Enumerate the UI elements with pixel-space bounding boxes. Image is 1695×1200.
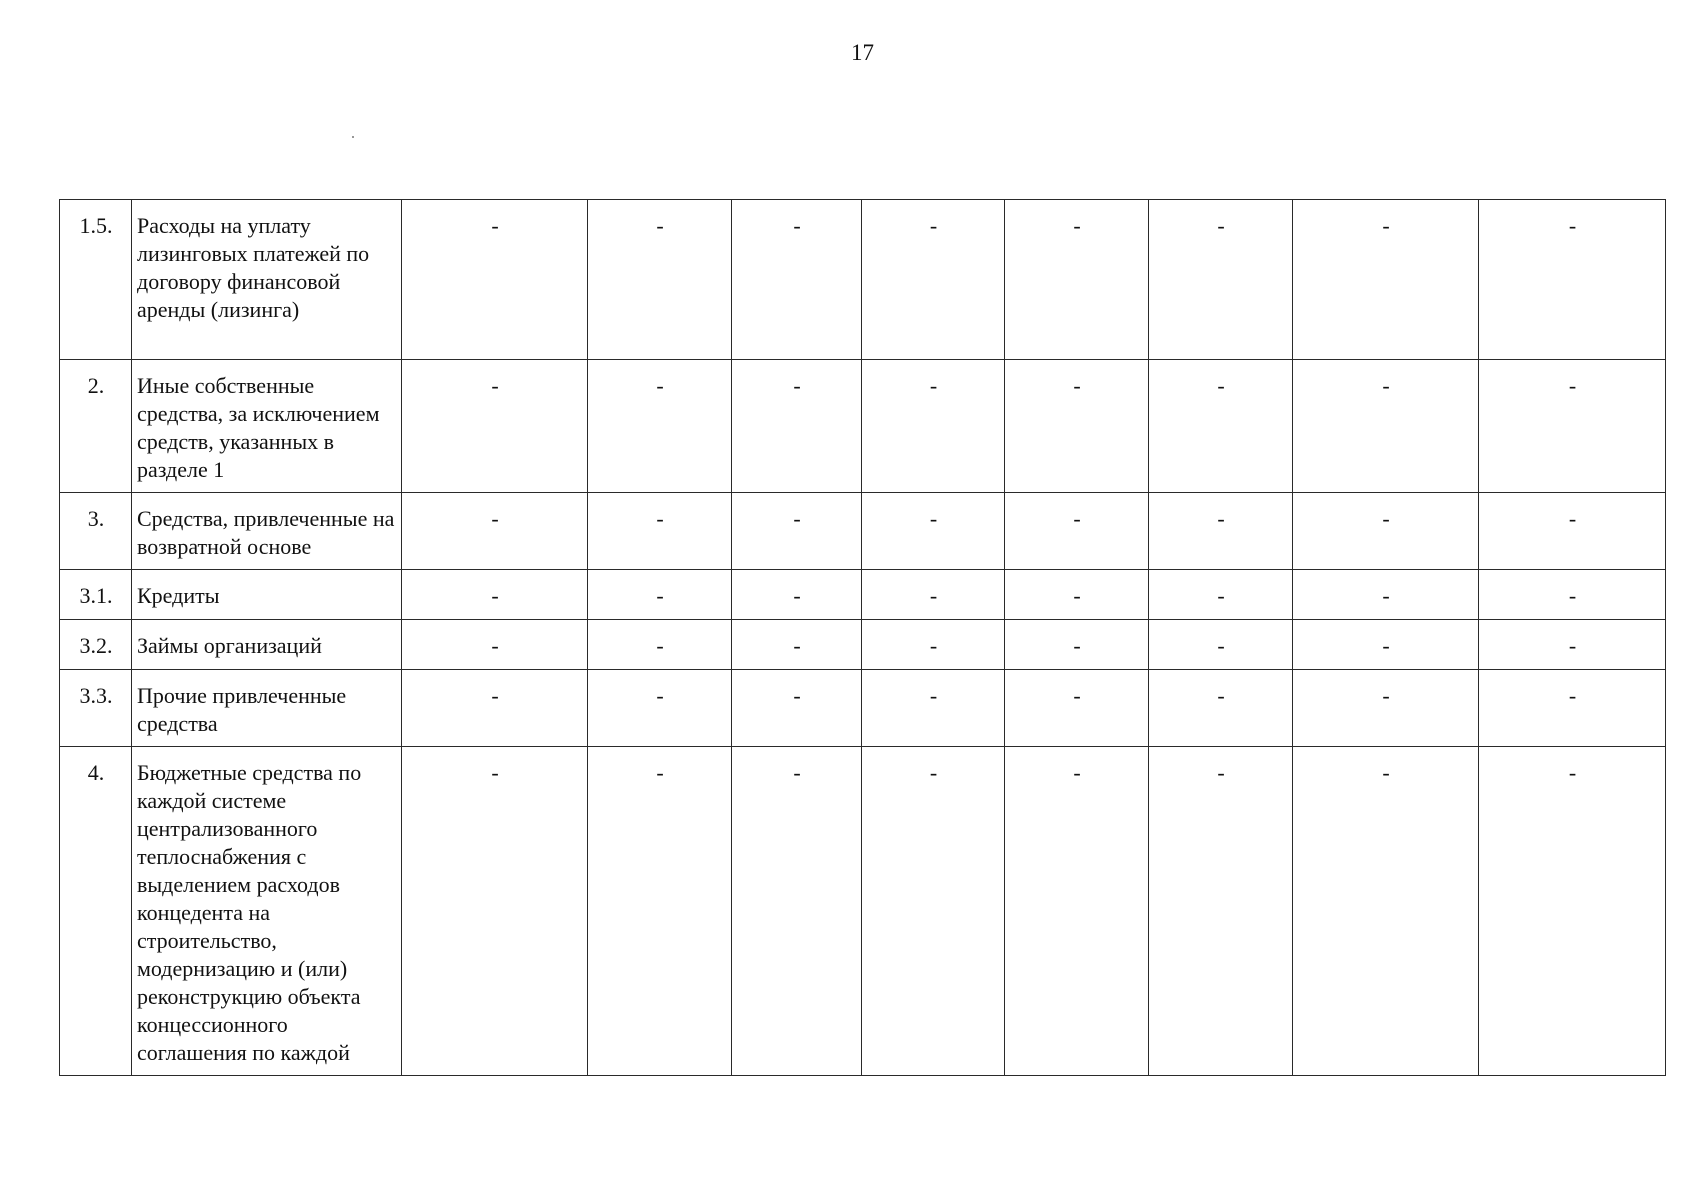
value-cell: - [862, 620, 1005, 670]
value-cell: - [1005, 570, 1149, 620]
value-cell: - [1293, 670, 1479, 747]
value-cell: - [732, 747, 862, 1076]
value-cell: - [402, 747, 588, 1076]
value-cell: - [732, 200, 862, 360]
table-row [60, 200, 1666, 360]
value-cell: - [1149, 670, 1293, 747]
value-cell: - [402, 670, 588, 747]
table-row [60, 670, 1666, 747]
row-number: 2. [60, 360, 132, 493]
value-cell: - [588, 200, 732, 360]
row-number: 3.1. [60, 570, 132, 620]
row-name: Кредиты [132, 570, 402, 620]
table-row [60, 570, 1666, 620]
value-cell: - [1479, 670, 1666, 747]
table-row [60, 747, 1666, 1076]
row-name: Средства, привлеченные на возвратной основе [132, 493, 402, 570]
value-cell: - [1005, 670, 1149, 747]
value-cell: - [862, 670, 1005, 747]
value-cell: - [1293, 493, 1479, 570]
value-cell: - [1479, 493, 1666, 570]
value-cell: - [1149, 747, 1293, 1076]
financing-sources-table [59, 199, 1666, 1076]
value-cell: - [732, 360, 862, 493]
row-name: Иные собственные средства, за исключением средств, указанных в разделе 1 [132, 360, 402, 493]
value-cell: - [732, 570, 862, 620]
value-cell: - [862, 570, 1005, 620]
value-cell: - [1149, 620, 1293, 670]
row-number: 1.5. [60, 200, 132, 360]
value-cell: - [1479, 360, 1666, 493]
value-cell: - [1005, 620, 1149, 670]
row-number: 4. [60, 747, 132, 1076]
value-cell: - [402, 360, 588, 493]
value-cell: - [862, 747, 1005, 1076]
value-cell: - [1479, 200, 1666, 360]
value-cell: - [402, 570, 588, 620]
value-cell: - [1149, 360, 1293, 493]
value-cell: - [588, 620, 732, 670]
value-cell: - [588, 670, 732, 747]
value-cell: - [588, 360, 732, 493]
value-cell: - [862, 493, 1005, 570]
value-cell: - [588, 747, 732, 1076]
value-cell: - [402, 200, 588, 360]
value-cell: - [402, 620, 588, 670]
table-row [60, 360, 1666, 493]
value-cell: - [862, 200, 1005, 360]
row-number: 3.2. [60, 620, 132, 670]
value-cell: - [1293, 360, 1479, 493]
scan-speck [352, 136, 354, 138]
table-row [60, 620, 1666, 670]
row-name: Займы организаций [132, 620, 402, 670]
value-cell: - [1149, 493, 1293, 570]
row-number: 3. [60, 493, 132, 570]
row-name: Прочие привлеченные средства [132, 670, 402, 747]
value-cell: - [1293, 200, 1479, 360]
value-cell: - [1005, 493, 1149, 570]
value-cell: - [1479, 747, 1666, 1076]
value-cell: - [732, 493, 862, 570]
table-row [60, 493, 1666, 570]
value-cell: - [588, 493, 732, 570]
value-cell: - [1005, 200, 1149, 360]
value-cell: - [1005, 360, 1149, 493]
value-cell: - [1005, 747, 1149, 1076]
value-cell: - [1149, 200, 1293, 360]
value-cell: - [732, 670, 862, 747]
value-cell: - [862, 360, 1005, 493]
value-cell: - [588, 570, 732, 620]
value-cell: - [1149, 570, 1293, 620]
value-cell: - [1293, 747, 1479, 1076]
value-cell: - [1293, 570, 1479, 620]
value-cell: - [1293, 620, 1479, 670]
page-number: 17 [851, 40, 874, 65]
value-cell: - [402, 493, 588, 570]
value-cell: - [1479, 620, 1666, 670]
row-number: 3.3. [60, 670, 132, 747]
row-name: Расходы на уплату лизинговых платежей по договору финансовой аренды (лизинга) [132, 200, 402, 360]
value-cell: - [1479, 570, 1666, 620]
value-cell: - [732, 620, 862, 670]
row-name: Бюджетные средства по каждой системе централизованного теплоснабжения с выделением расходов концедента на строительство, модернизацию и (или) реконструкцию объекта концессионного соглашения по каждой [132, 747, 402, 1076]
